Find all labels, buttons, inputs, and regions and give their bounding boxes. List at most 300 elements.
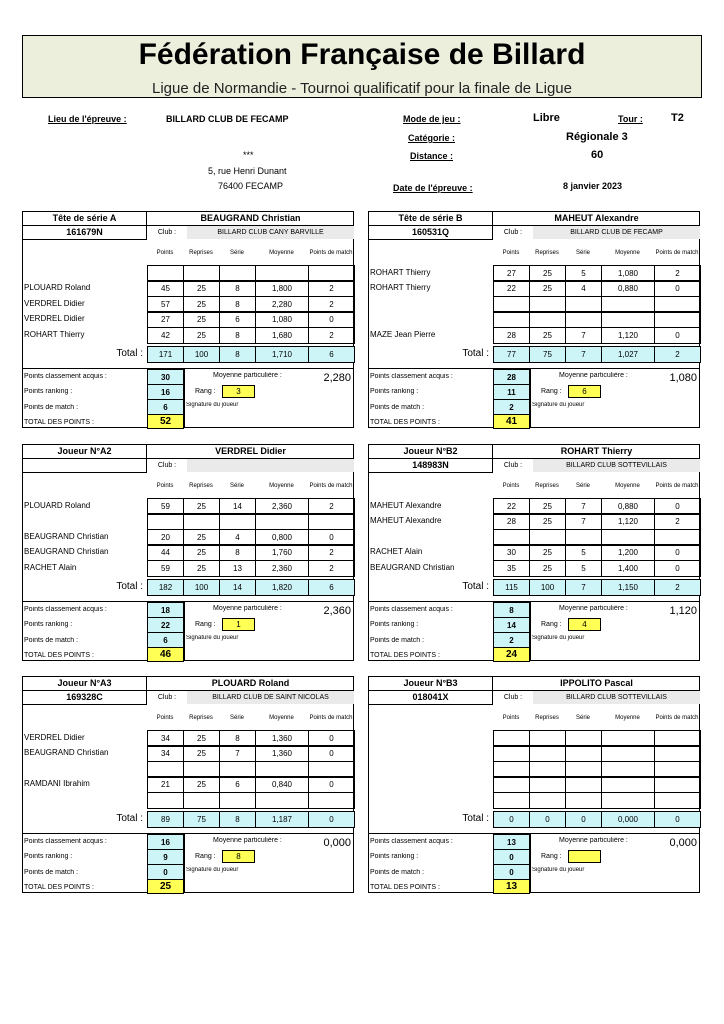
player-name: IPPOLITO Pascal	[493, 677, 700, 691]
divider	[369, 601, 700, 602]
panel-title: Tête de série A	[23, 212, 147, 226]
club-label: Club :	[503, 462, 523, 469]
score-cell-moy: 1,120	[601, 513, 655, 530]
score-cell-pm: 0	[308, 730, 355, 747]
summary-label: Points ranking :	[24, 621, 73, 628]
signature-label: Signature du joueur	[186, 635, 239, 641]
score-cell-ser: 13	[219, 560, 256, 577]
summary-label: Points classement acquis :	[24, 838, 107, 845]
opponent-name	[24, 268, 146, 280]
score-cell-moy: 1,760	[255, 544, 309, 561]
score-cell-moy	[255, 792, 309, 809]
score-cell-pm	[654, 776, 701, 793]
total-label: Total :	[116, 813, 143, 824]
player-panel	[368, 211, 700, 428]
score-cell-pts: 27	[147, 311, 184, 328]
score-cell-rep: 25	[183, 544, 220, 561]
divider	[23, 601, 354, 602]
signature-divider	[530, 601, 531, 661]
categorie-value: Régionale 3	[566, 131, 628, 143]
total-cell-moy: 1,150	[601, 579, 655, 596]
total-cell-pts: 77	[493, 346, 530, 363]
score-cell-rep	[529, 745, 566, 762]
player-name: ROHART Thierry	[493, 445, 700, 459]
tour-value: T2	[671, 112, 684, 124]
score-cell-rep: 25	[529, 544, 566, 561]
club-label: Club :	[503, 694, 523, 701]
column-header-pts: Points	[156, 714, 174, 721]
score-cell-rep: 25	[529, 327, 566, 344]
score-cell-pm	[654, 745, 701, 762]
club-name	[187, 459, 354, 472]
score-cell-ser: 6	[219, 776, 256, 793]
signature-label: Signature du joueur	[186, 867, 239, 873]
score-cell-ser: 4	[565, 280, 602, 297]
score-cell-rep: 25	[183, 327, 220, 344]
divider	[23, 368, 354, 369]
total-cell-moy: 1,710	[255, 346, 309, 363]
total-label: Total :	[462, 348, 489, 359]
federation-title: Fédération Française de Billard	[138, 38, 586, 71]
moyenne-particuliere-value: 1,120	[669, 605, 697, 617]
signature-divider	[184, 833, 185, 893]
club-label: Club :	[157, 694, 177, 701]
total-cell-pm: 6	[308, 346, 355, 363]
rang-label: Rang :	[195, 853, 216, 860]
moyenne-particuliere-value: 2,360	[323, 605, 351, 617]
score-cell-pts: 28	[493, 327, 530, 344]
score-cell-moy	[601, 792, 655, 809]
summary-label: Points ranking :	[370, 621, 419, 628]
total-cell-ser: 14	[219, 579, 256, 596]
score-cell-pts	[493, 776, 530, 793]
score-cell-rep	[529, 311, 566, 328]
column-header-pts: Points	[502, 482, 520, 489]
score-cell-moy: 0,880	[601, 498, 655, 515]
player-panel	[22, 211, 354, 428]
opponent-name: MAZE Jean Pierre	[370, 330, 436, 339]
score-cell-pts	[493, 745, 530, 762]
score-cell-rep: 25	[529, 513, 566, 530]
opponent-name: RAMDANI Ibrahim	[24, 779, 90, 788]
score-cell-pts: 34	[147, 730, 184, 747]
total-points-value: 25	[147, 879, 184, 894]
score-cell-rep: 25	[183, 730, 220, 747]
club-label: Club :	[503, 229, 523, 236]
score-cell-pts	[147, 513, 184, 530]
opponent-name: BEAUGRAND Christian	[370, 563, 455, 572]
total-label: Total :	[116, 348, 143, 359]
score-cell-moy: 1,120	[601, 327, 655, 344]
score-cell-pm: 2	[308, 296, 355, 313]
summary-label: TOTAL DES POINTS :	[24, 419, 94, 426]
score-cell-pm: 2	[308, 560, 355, 577]
points-ranking-value: 9	[147, 849, 184, 865]
score-cell-rep: 25	[183, 560, 220, 577]
column-header-moy: Moyenne	[615, 482, 640, 489]
licence-number: 148983N	[369, 459, 493, 473]
moyenne-particuliere-label: Moyenne particulière :	[559, 372, 628, 379]
score-cell-pm	[308, 792, 355, 809]
column-header-pts: Points	[502, 249, 520, 256]
score-cell-pm: 0	[308, 529, 355, 546]
opponent-name	[370, 748, 492, 760]
points-classement-value: 8	[493, 602, 530, 618]
opponent-name: BEAUGRAND Christian	[24, 748, 109, 757]
opponent-name: BEAUGRAND Christian	[24, 532, 109, 541]
score-cell-ser	[565, 745, 602, 762]
total-cell-pts: 0	[493, 811, 530, 828]
score-cell-pm: 2	[308, 544, 355, 561]
total-cell-moy: 1,027	[601, 346, 655, 363]
signature-divider	[530, 833, 531, 893]
total-points-value: 52	[147, 414, 184, 429]
opponent-name: VERDREL Didier	[24, 314, 85, 323]
licence-number: 161679N	[23, 226, 147, 240]
score-cell-pts: 28	[493, 513, 530, 530]
opponent-name	[370, 733, 492, 745]
player-panel	[368, 676, 700, 893]
points-classement-value: 30	[147, 369, 184, 385]
opponent-name: MAHEUT Alexandre	[370, 516, 442, 525]
column-header-pm: Points de match	[655, 714, 699, 721]
score-cell-moy: 1,360	[255, 730, 309, 747]
column-header-rep: Reprises	[189, 482, 213, 489]
score-cell-ser	[565, 792, 602, 809]
summary-label: Points classement acquis :	[24, 373, 107, 380]
opponent-name: BEAUGRAND Christian	[24, 547, 109, 556]
rang-value: 3	[222, 385, 255, 398]
moyenne-particuliere-value: 0,000	[323, 837, 351, 849]
score-cell-pm	[308, 513, 355, 530]
score-cell-pts: 35	[493, 560, 530, 577]
score-cell-moy: 0,800	[255, 529, 309, 546]
column-header-rep: Reprises	[189, 714, 213, 721]
score-cell-moy: 2,360	[255, 498, 309, 515]
points-match-value: 6	[147, 632, 184, 648]
column-header-ser: Série	[575, 714, 590, 721]
rang-label: Rang :	[541, 853, 562, 860]
rang-label: Rang :	[541, 621, 562, 628]
opponent-name	[24, 764, 146, 776]
score-cell-rep: 25	[183, 745, 220, 762]
opponent-name	[370, 314, 492, 326]
total-cell-ser: 7	[565, 346, 602, 363]
score-cell-rep: 25	[529, 280, 566, 297]
column-header-pm: Points de match	[309, 714, 353, 721]
score-cell-rep	[183, 792, 220, 809]
rang-value: 6	[568, 385, 601, 398]
signature-divider	[530, 368, 531, 428]
score-cell-pm: 0	[654, 498, 701, 515]
score-cell-ser: 8	[219, 280, 256, 297]
score-cell-pm: 0	[654, 280, 701, 297]
points-ranking-value: 11	[493, 384, 530, 400]
distance-label: Distance :	[410, 151, 454, 161]
total-cell-rep: 0	[529, 811, 566, 828]
rang-value: 8	[222, 850, 255, 863]
panel-title: Joueur N°A3	[23, 677, 147, 691]
divider	[369, 833, 700, 834]
opponent-name: RACHET Alain	[370, 547, 423, 556]
summary-label: TOTAL DES POINTS :	[24, 884, 94, 891]
score-cell-pts: 22	[493, 498, 530, 515]
total-cell-moy: 1,187	[255, 811, 309, 828]
score-cell-pm: 2	[654, 513, 701, 530]
column-header-rep: Reprises	[189, 249, 213, 256]
points-classement-value: 13	[493, 834, 530, 850]
column-header-ser: Série	[229, 714, 244, 721]
divider	[23, 833, 354, 834]
summary-label: Points de match :	[24, 637, 79, 644]
score-cell-moy: 1,680	[255, 327, 309, 344]
licence-number: 169328C	[23, 691, 147, 705]
total-cell-pts: 182	[147, 579, 184, 596]
signature-divider	[184, 601, 185, 661]
total-cell-pm: 0	[654, 811, 701, 828]
score-cell-rep: 25	[183, 529, 220, 546]
total-label: Total :	[462, 581, 489, 592]
date-value: 8 janvier 2023	[563, 181, 623, 191]
score-cell-moy: 1,200	[601, 544, 655, 561]
score-cell-ser: 4	[219, 529, 256, 546]
score-cell-pts	[493, 311, 530, 328]
licence-number	[23, 459, 147, 473]
score-cell-rep: 25	[183, 280, 220, 297]
opponent-name: RACHET Alain	[24, 563, 77, 572]
summary-label: TOTAL DES POINTS :	[370, 884, 440, 891]
opponent-name: VERDREL Didier	[24, 733, 85, 742]
score-cell-pts: 30	[493, 544, 530, 561]
column-header-pm: Points de match	[309, 482, 353, 489]
opponent-name	[370, 764, 492, 776]
player-name: BEAUGRAND Christian	[147, 212, 354, 226]
panel-title: Tête de série B	[369, 212, 493, 226]
distance-value: 60	[591, 149, 604, 161]
summary-label: Points ranking :	[370, 853, 419, 860]
opponent-name	[370, 299, 492, 311]
column-header-rep: Reprises	[535, 714, 559, 721]
player-name: MAHEUT Alexandre	[493, 212, 700, 226]
total-cell-pm: 0	[308, 811, 355, 828]
score-cell-moy: 2,280	[255, 296, 309, 313]
summary-label: Points classement acquis :	[24, 606, 107, 613]
summary-label: Points classement acquis :	[370, 373, 453, 380]
score-cell-ser: 5	[565, 544, 602, 561]
moyenne-particuliere-value: 1,080	[669, 372, 697, 384]
club-name: BILLARD CLUB DE SAINT NICOLAS	[187, 691, 354, 704]
moyenne-particuliere-label: Moyenne particulière :	[559, 837, 628, 844]
club-label: Club :	[157, 462, 177, 469]
total-cell-rep: 100	[529, 579, 566, 596]
rang-label: Rang :	[541, 388, 562, 395]
score-cell-rep: 25	[529, 265, 566, 282]
score-cell-moy	[255, 513, 309, 530]
moyenne-particuliere-label: Moyenne particulière :	[213, 605, 282, 612]
total-label: Total :	[462, 813, 489, 824]
opponent-name: MAHEUT Alexandre	[370, 501, 442, 510]
player-name: PLOUARD Roland	[147, 677, 354, 691]
points-match-value: 2	[493, 399, 530, 415]
column-header-ser: Série	[229, 249, 244, 256]
opponent-name	[370, 779, 492, 791]
club-name: BILLARD CLUB SOTTEVILLAIS	[533, 691, 700, 704]
score-cell-rep: 25	[183, 498, 220, 515]
opponent-name	[24, 516, 146, 528]
points-classement-value: 28	[493, 369, 530, 385]
points-ranking-value: 14	[493, 617, 530, 633]
score-cell-ser	[565, 311, 602, 328]
total-label: Total :	[116, 581, 143, 592]
column-header-rep: Reprises	[535, 482, 559, 489]
rang-value	[568, 850, 601, 863]
summary-label: Points de match :	[24, 869, 79, 876]
tournament-subtitle: Ligue de Normandie - Tournoi qualificatif pour la finale de Ligue	[152, 80, 572, 97]
opponent-name: PLOUARD Roland	[24, 283, 91, 292]
column-header-pm: Points de match	[655, 482, 699, 489]
score-cell-pm: 2	[654, 265, 701, 282]
opponent-name	[370, 795, 492, 807]
score-cell-rep: 25	[183, 296, 220, 313]
score-cell-pts: 21	[147, 776, 184, 793]
column-header-pm: Points de match	[309, 249, 353, 256]
opponent-name: ROHART Thierry	[24, 330, 85, 339]
licence-number: 018041X	[369, 691, 493, 705]
moyenne-particuliere-value: 2,280	[323, 372, 351, 384]
score-cell-ser: 7	[565, 513, 602, 530]
address-line-1: 5, rue Henri Dunant	[208, 166, 287, 176]
categorie-label: Catégorie :	[408, 133, 456, 143]
score-cell-rep	[529, 792, 566, 809]
score-cell-pm: 0	[654, 560, 701, 577]
total-cell-ser: 0	[565, 811, 602, 828]
score-cell-moy: 0,880	[601, 280, 655, 297]
column-header-pts: Points	[156, 249, 174, 256]
column-header-pts: Points	[502, 714, 520, 721]
total-cell-ser: 7	[565, 579, 602, 596]
licence-number: 160531Q	[369, 226, 493, 240]
rang-label: Rang :	[195, 621, 216, 628]
summary-label: Points de match :	[370, 869, 425, 876]
score-cell-pm: 0	[308, 745, 355, 762]
points-match-value: 2	[493, 632, 530, 648]
tour-label: Tour :	[618, 114, 643, 124]
signature-label: Signature du joueur	[532, 402, 585, 408]
score-cell-moy	[601, 311, 655, 328]
summary-label: TOTAL DES POINTS :	[370, 419, 440, 426]
divider	[369, 368, 700, 369]
date-label: Date de l'épreuve :	[393, 183, 473, 193]
column-header-moy: Moyenne	[615, 249, 640, 256]
stars-text: ***	[243, 150, 254, 160]
score-cell-ser: 7	[219, 745, 256, 762]
score-cell-ser: 8	[219, 327, 256, 344]
points-classement-value: 16	[147, 834, 184, 850]
total-points-value: 41	[493, 414, 530, 429]
score-cell-pm: 0	[308, 776, 355, 793]
score-cell-pts: 57	[147, 296, 184, 313]
panel-title: Joueur N°B3	[369, 677, 493, 691]
score-cell-pm: 2	[308, 498, 355, 515]
summary-label: Points classement acquis :	[370, 606, 453, 613]
score-cell-ser	[219, 792, 256, 809]
lieu-label: Lieu de l'épreuve :	[48, 114, 127, 124]
lieu-value: BILLARD CLUB DE FECAMP	[166, 114, 289, 124]
score-cell-pts	[147, 792, 184, 809]
player-name: VERDREL Didier	[147, 445, 354, 459]
score-cell-pts	[493, 792, 530, 809]
score-cell-ser: 5	[565, 265, 602, 282]
total-cell-pts: 171	[147, 346, 184, 363]
score-cell-ser: 7	[565, 498, 602, 515]
score-cell-moy: 1,800	[255, 280, 309, 297]
mode-label: Mode de jeu :	[403, 114, 461, 124]
opponent-name: PLOUARD Roland	[24, 501, 91, 510]
total-cell-pm: 6	[308, 579, 355, 596]
score-cell-pts: 34	[147, 745, 184, 762]
score-cell-pts: 44	[147, 544, 184, 561]
address-line-2: 76400 FECAMP	[218, 181, 284, 191]
summary-label: TOTAL DES POINTS :	[370, 652, 440, 659]
opponent-name	[24, 795, 146, 807]
summary-label: Points de match :	[370, 637, 425, 644]
points-classement-value: 18	[147, 602, 184, 618]
score-cell-pm: 0	[654, 327, 701, 344]
total-cell-rep: 100	[183, 346, 220, 363]
summary-label: TOTAL DES POINTS :	[24, 652, 94, 659]
total-cell-moy: 0,000	[601, 811, 655, 828]
column-header-rep: Reprises	[535, 249, 559, 256]
score-cell-moy: 0,840	[255, 776, 309, 793]
score-cell-pts: 45	[147, 280, 184, 297]
player-panel	[22, 676, 354, 893]
total-cell-pm: 2	[654, 579, 701, 596]
club-name: BILLARD CLUB CANY BARVILLE	[187, 226, 354, 239]
score-cell-ser: 14	[219, 498, 256, 515]
points-match-value: 6	[147, 399, 184, 415]
score-cell-pts: 27	[493, 265, 530, 282]
column-header-moy: Moyenne	[269, 249, 294, 256]
total-cell-pts: 115	[493, 579, 530, 596]
summary-label: Points de match :	[370, 404, 425, 411]
total-cell-ser: 8	[219, 811, 256, 828]
moyenne-particuliere-label: Moyenne particulière :	[213, 837, 282, 844]
score-cell-rep: 25	[183, 311, 220, 328]
total-cell-rep: 75	[529, 346, 566, 363]
total-cell-pts: 89	[147, 811, 184, 828]
player-panel	[22, 444, 354, 661]
total-cell-pm: 2	[654, 346, 701, 363]
score-cell-ser	[565, 776, 602, 793]
opponent-name: VERDREL Didier	[24, 299, 85, 308]
column-header-moy: Moyenne	[615, 714, 640, 721]
summary-label: Points ranking :	[24, 853, 73, 860]
player-panel	[368, 444, 700, 661]
score-cell-moy: 1,400	[601, 560, 655, 577]
total-cell-rep: 100	[183, 579, 220, 596]
total-cell-rep: 75	[183, 811, 220, 828]
column-header-ser: Série	[229, 482, 244, 489]
score-cell-moy: 1,080	[255, 311, 309, 328]
mode-value: Libre	[533, 112, 560, 124]
score-cell-rep: 25	[183, 776, 220, 793]
club-label: Club :	[157, 229, 177, 236]
column-header-ser: Série	[575, 249, 590, 256]
column-header-pts: Points	[156, 482, 174, 489]
signature-label: Signature du joueur	[532, 867, 585, 873]
score-cell-ser: 5	[565, 560, 602, 577]
score-cell-ser: 8	[219, 296, 256, 313]
